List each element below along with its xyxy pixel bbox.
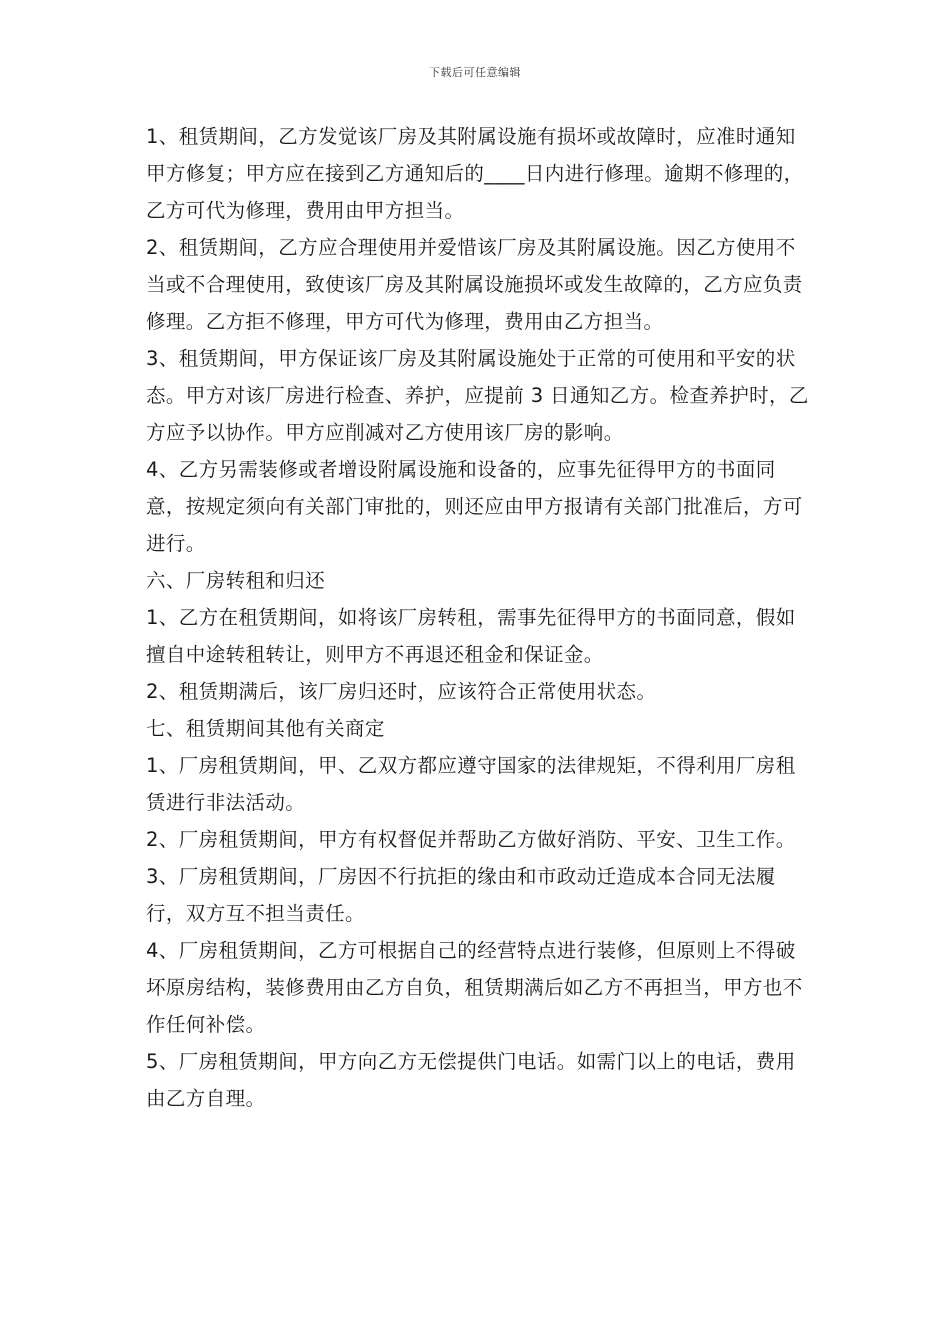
clause-5-2: 2、租赁期间，乙方应合理使用并爱惜该厂房及其附属设施。因乙方使用不当或不合理使用，致使该厂房及其附属设施损坏或发生故障的，乙方应负责修理。乙方拒不修理，甲方可代为修理，费用由乙方担当。 [146,236,803,333]
clause-5-3: 3、租赁期间，甲方保证该厂房及其附属设施处于正常的可使用和平安的状态。甲方对该厂房进行检查、养护，应提前 3 日通知乙方。检查养护时，乙方应予以协作。甲方应削减对乙方使用该厂房的影响。 [146,347,809,444]
clause-7-2: 2、厂房租赁期间，甲方有权督促并帮助乙方做好消防、平安、卫生工作。 [146,828,796,851]
clause-6-2: 2、租赁期满后，该厂房归还时，应该符合正常使用状态。 [146,680,657,703]
clause-7-1: 1、厂房租赁期间，甲、乙双方都应遵守国家的法律规矩，不得利用厂房租赁进行非法活动。 [146,754,796,814]
section-heading-6: 六、厂房转租和归还 [146,569,326,592]
clause-7-3: 3、厂房租赁期间，厂房因不行抗拒的缘由和市政动迁造成本合同无法履行，双方互不担当责任。 [146,865,776,925]
clause-7-4: 4、厂房租赁期间，乙方可根据自己的经营特点进行装修，但原则上不得破坏原房结构，装修费用由乙方自负，租赁期满后如乙方不再担当，甲方也不作任何补偿。 [146,939,803,1036]
clause-5-4: 4、乙方另需装修或者增设附属设施和设备的，应事先征得甲方的书面同意，按规定须向有关部门审批的，则还应由甲方报请有关部门批准后，方可进行。 [146,458,803,555]
document-body [146,118,811,1117]
section-heading-7: 七、租赁期间其他有关商定 [146,717,385,740]
page-header: 下载后可任意编辑 [429,66,521,79]
clause-7-5: 5、厂房租赁期间，甲方向乙方无偿提供门电话。如需门以上的电话，费用由乙方自理。 [146,1050,796,1110]
clause-6-1: 1、乙方在租赁期间，如将该厂房转租，需事先征得甲方的书面同意，假如擅自中途转租转让，则甲方不再退还租金和保证金。 [146,606,796,666]
clause-5-1: 1、租赁期间，乙方发觉该厂房及其附属设施有损坏或故障时，应准时通知甲方修复；甲方应在接到乙方通知后的____日内进行修理。逾期不修理的，乙方可代为修理，费用由甲方担当。 [146,125,804,222]
